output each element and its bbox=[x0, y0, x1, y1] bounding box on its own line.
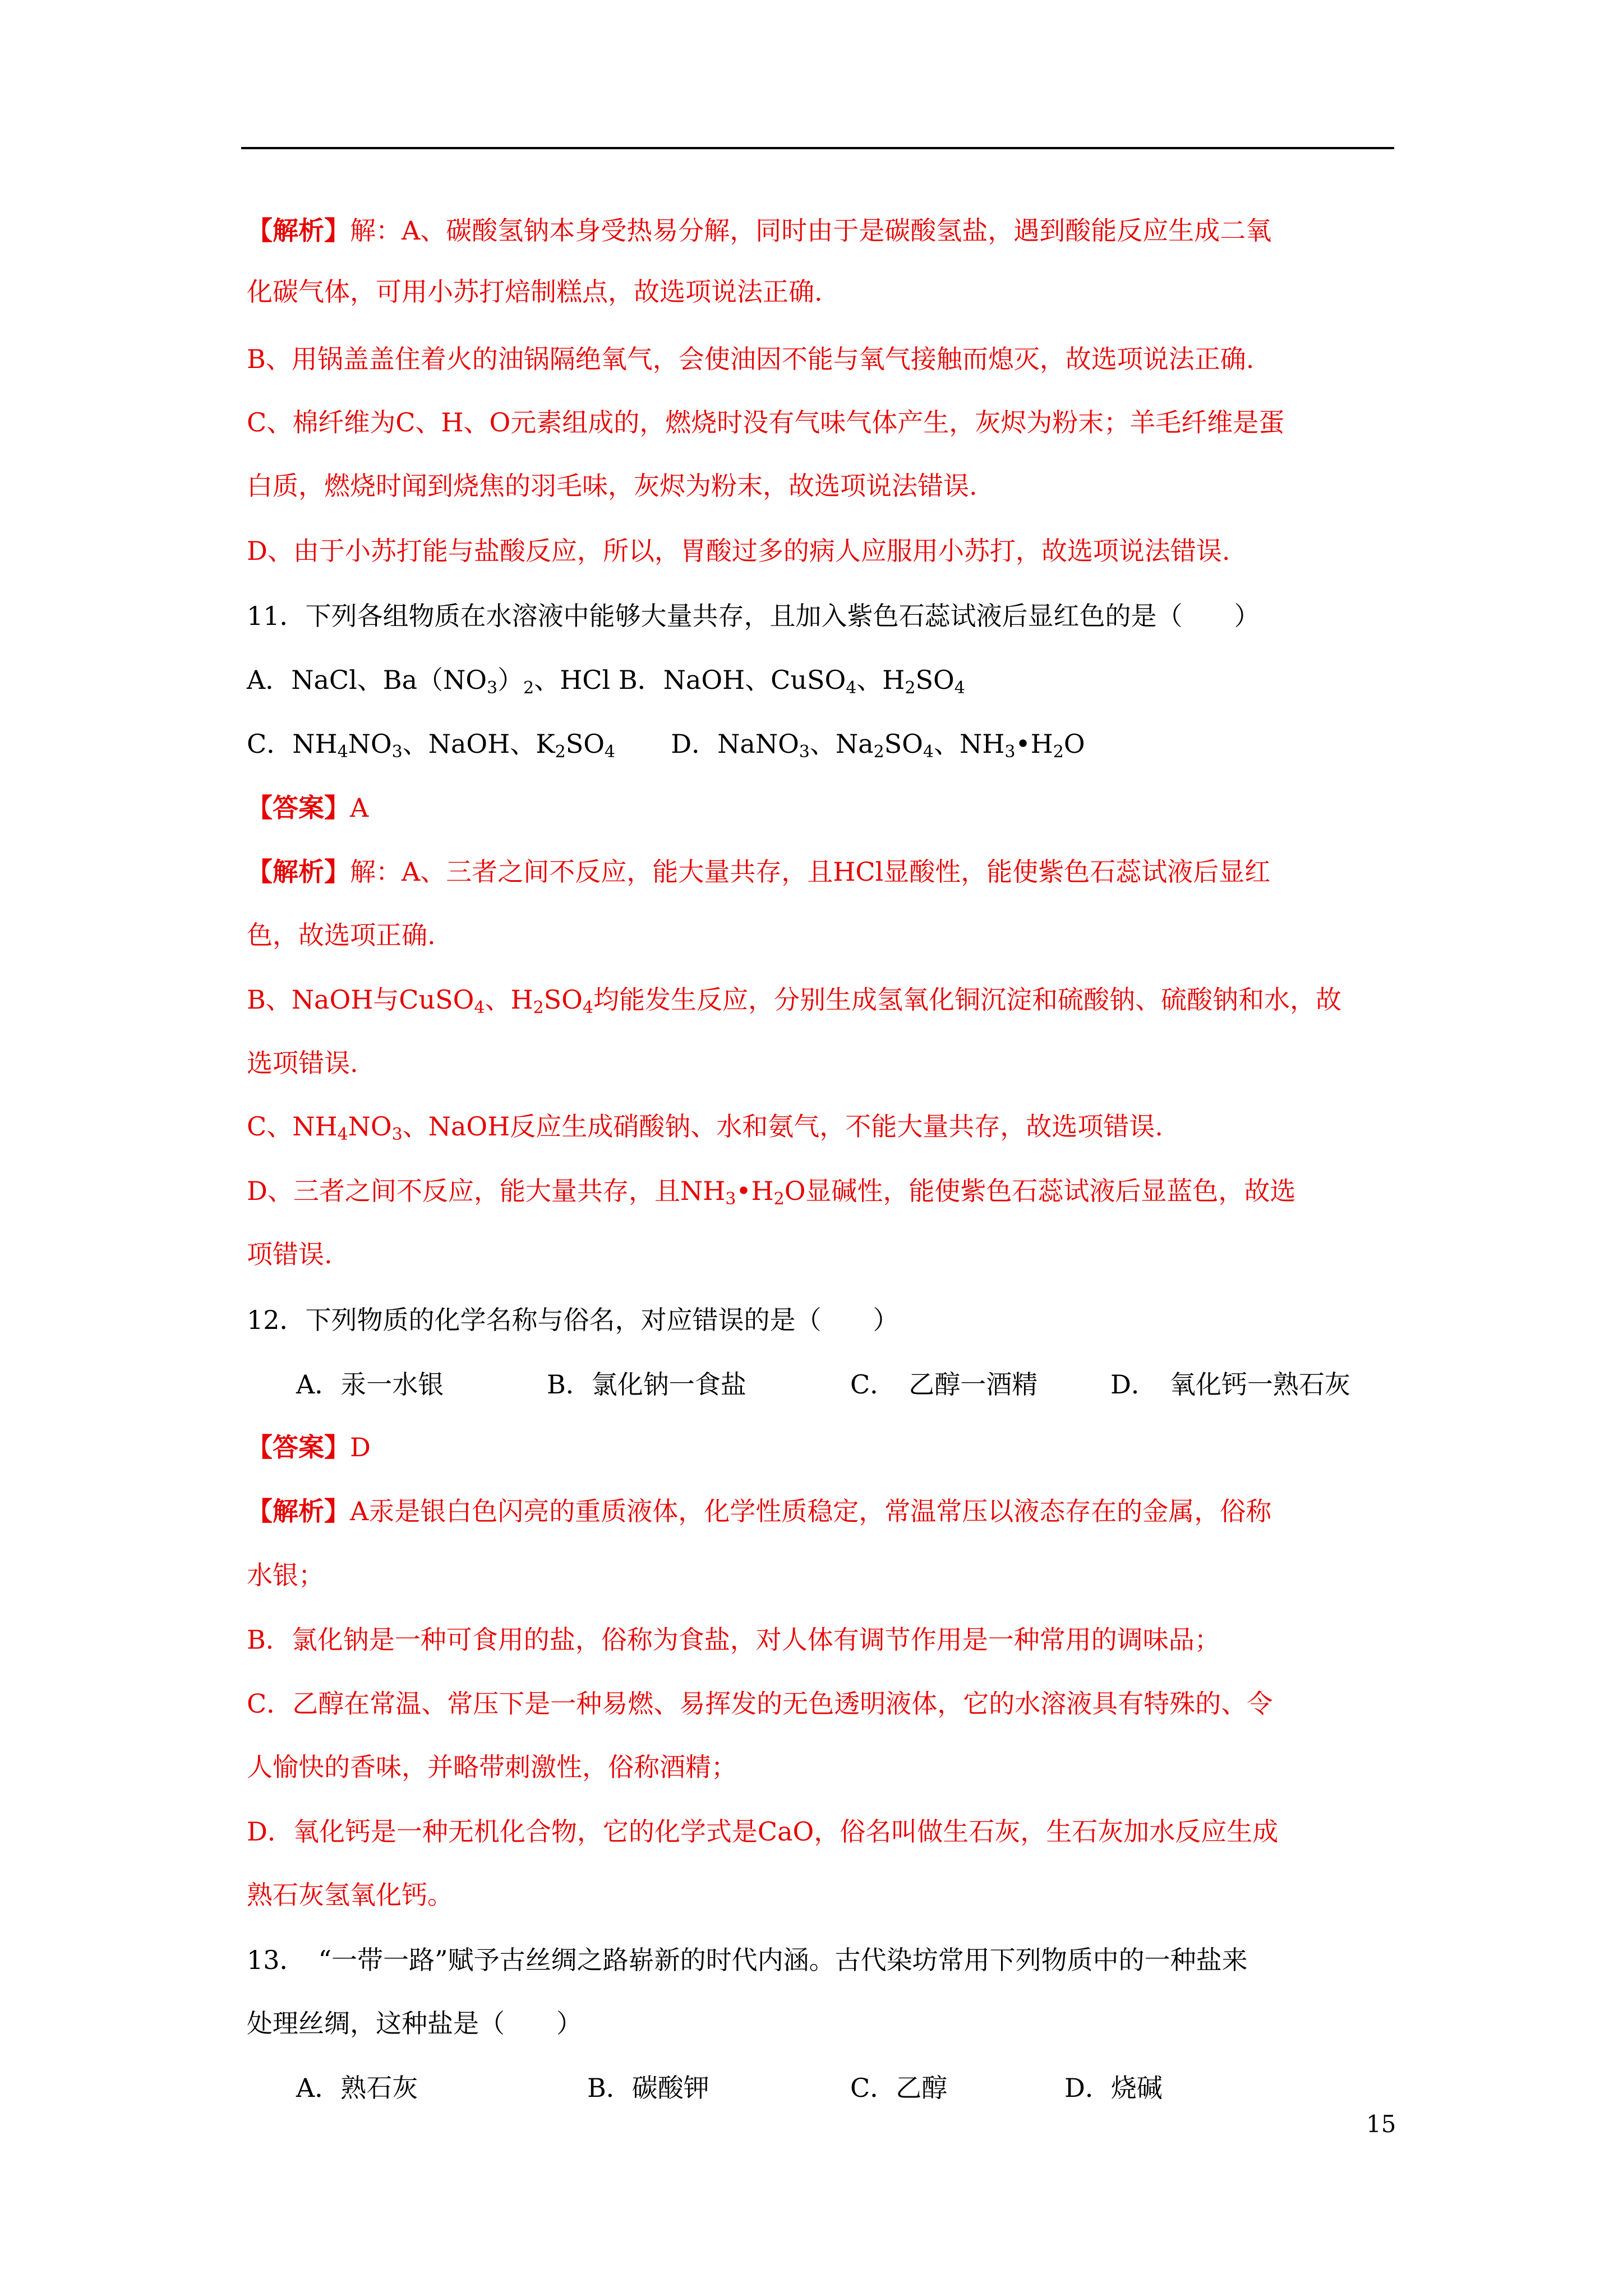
q11-option-b: B．NaOH、CuSO$_4$、$H_2SO_4$ bbox=[618, 665, 965, 698]
q11-option-c: C．$NH_4NO_3$、NaOH、$K_2SO_4$ bbox=[247, 729, 616, 762]
q11-analysis-line-7: 项错误. bbox=[247, 1239, 333, 1269]
q11-stem: 11．下列各组物质在水溶液中能够大量共存，且加入紫色石蕊试液后显红色的是（ ） bbox=[247, 601, 1260, 631]
q13-option-c: C．乙醇 bbox=[850, 2073, 948, 2103]
q12-analysis-line-5: 人愉快的香味，并略带刺激性，俗称酒精； bbox=[247, 1752, 737, 1782]
q12-analysis-line-6: D．氧化钙是一种无机化合物，它的化学式是CaO，俗名叫做生石灰，生石灰加水反应生成 bbox=[247, 1816, 1279, 1847]
q12-option-d: D． 氧化钙一熟石灰 bbox=[1110, 1369, 1350, 1400]
q11-options-ab bbox=[247, 663, 965, 697]
q11-analysis-line-3: B、NaOH与CuSO$_4$、$H_2SO_4$均能发生反应，分别生成氢氧化铜沉淀和硫酸钠、硫酸钠和水，故 bbox=[247, 984, 1341, 1018]
q11-analysis-line-4: 选项错误. bbox=[247, 1048, 358, 1078]
q10-analysis-line-6: D、由于小苏打能与盐酸反应，所以，胃酸过多的病人应服用小苏打，故选项说法错误. bbox=[247, 536, 1230, 566]
q12-stem: 12．下列物质的化学名称与俗名，对应错误的是（ ） bbox=[247, 1305, 899, 1335]
q12-analysis-line-3: B．氯化钠是一种可食用的盐，俗称为食盐，对人体有调节作用是一种常用的调味品； bbox=[247, 1625, 1220, 1655]
q12-answer: 【答案】D bbox=[247, 1432, 371, 1462]
q12-analysis-line-4: C．乙醇在常温、常压下是一种易燃、易挥发的无色透明液体，它的水溶液具有特殊的、令 bbox=[247, 1688, 1273, 1719]
q12-analysis-line-2: 水银； bbox=[247, 1560, 324, 1590]
q13-stem-line-2: 处理丝绸，这种盐是（ ） bbox=[247, 2008, 582, 2039]
q11-options-cd bbox=[247, 727, 1085, 761]
q11-option-a: A．NaCl、$Ba(NO_3)_2$、HCl bbox=[247, 665, 611, 698]
page-number: 15 bbox=[1366, 2110, 1396, 2138]
q10-analysis-line-3: B、用锅盖盖住着火的油锅隔绝氧气，会使油因不能与氧气接触而熄灭，故选项说法正确. bbox=[247, 344, 1255, 374]
q12-option-c: C． 乙醇一酒精 bbox=[850, 1369, 1038, 1400]
q13-stem-line-1: 13． “一带一路”赋予古丝绸之路崭新的时代内涵。古代染坊常用下列物质中的一种盐来 bbox=[247, 1945, 1248, 1975]
q12-option-a: A．汞一水银 bbox=[296, 1369, 444, 1400]
q13-option-a: A．熟石灰 bbox=[296, 2073, 418, 2103]
header-rule bbox=[241, 147, 1394, 149]
q11-analysis-line-6: D、三者之间不反应，能大量共存，且$NH_3•H_2O$显碱性，能使紫色石蕊试液后显蓝色，故选 bbox=[247, 1176, 1296, 1209]
q11-option-d: D．NaNO$_3$、$Na_2SO_4$、$NH_3•H_2O$ bbox=[671, 729, 1085, 762]
q10-analysis-line-2: 化碳气体，可用小苏打焙制糕点，故选项说法正确. bbox=[247, 277, 823, 307]
q11-answer: 【答案】A bbox=[247, 793, 369, 823]
q13-option-d: D．烧碱 bbox=[1064, 2073, 1163, 2103]
q13-option-b: B．碳酸钾 bbox=[587, 2073, 709, 2103]
q12-option-b: B．氯化钠一食盐 bbox=[547, 1369, 746, 1400]
q12-analysis-line-1: 【解析】A汞是银白色闪亮的重质液体，化学性质稳定，常温常压以液态存在的金属，俗称 bbox=[247, 1496, 1272, 1526]
q11-analysis-line-1: 【解析】解：A、三者之间不反应，能大量共存，且HCl显酸性，能使紫色石蕊试液后显红 bbox=[247, 857, 1271, 887]
q12-analysis-line-7: 熟石灰氢氧化钙。 bbox=[247, 1880, 453, 1910]
q11-analysis-line-5: C、$NH_4NO_3$、NaOH反应生成硝酸钠、水和氨气，不能大量共存，故选项错误. bbox=[247, 1111, 1163, 1144]
q10-analysis-line-4: C、棉纤维为C、H、O元素组成的，燃烧时没有气味气体产生，灰烬为粉末；羊毛纤维是蛋 bbox=[247, 407, 1285, 438]
q10-analysis-line-5: 白质，燃烧时闻到烧焦的羽毛味，灰烬为粉末，故选项说法错误. bbox=[247, 471, 978, 501]
q10-analysis-line-1: 【解析】解：A、碳酸氢钠本身受热易分解，同时由于是碳酸氢盐，遇到酸能反应生成二氧 bbox=[247, 215, 1272, 246]
q11-analysis-line-2: 色，故选项正确. bbox=[247, 920, 436, 950]
